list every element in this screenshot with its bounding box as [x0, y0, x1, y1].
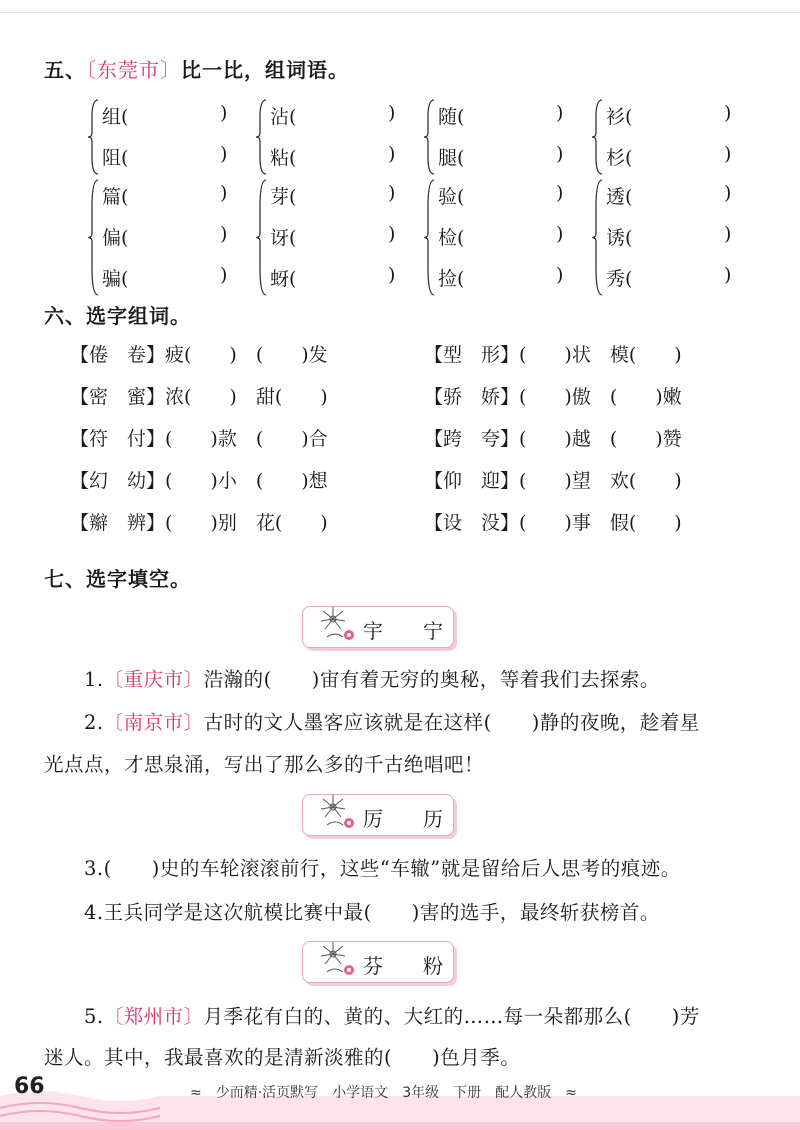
word-char: 验( [438, 186, 465, 208]
tag-text: 郑州市 [123, 1005, 184, 1028]
tag-text: 重庆市 [123, 668, 184, 691]
tag-open-bracket: 〔 [103, 1005, 124, 1028]
word-entry [270, 223, 396, 250]
question-4: 4.王兵同学是这次航模比赛中最( )害的选手，最终斩获榜首。 [84, 901, 660, 924]
tag-close-bracket: 〕 [160, 58, 181, 82]
q5-city-tag [104, 1005, 204, 1028]
tile-3-chars: 芬 粉 [363, 954, 443, 978]
close-paren: ) [724, 223, 732, 245]
footer-info [190, 1082, 591, 1102]
close-paren: ) [388, 182, 396, 204]
footer-series: 少而精·活页默写 [215, 1085, 319, 1101]
word-entry [102, 223, 228, 250]
section7-heading: 七、选字填空。 [44, 567, 191, 591]
curly-brace-icon [592, 176, 604, 299]
word-char: 透( [606, 186, 633, 208]
word-char: 阻( [102, 147, 129, 169]
curly-brace-icon [88, 96, 100, 178]
choose-word-right-3: 【跨 夸】( )越 ( )赞 [424, 428, 682, 450]
word-char: 杉( [606, 147, 633, 169]
choose-word-left-1: 【倦 卷】疲( ) ( )发 [70, 344, 328, 366]
section5-title: 比一比，组词语。 [181, 58, 349, 82]
q2-text: 古时的文人墨客应该就是在这样( )静的夜晚，趁着星 [203, 711, 700, 734]
q1-number: 1. [84, 668, 104, 691]
word-char: 蚜( [270, 268, 297, 290]
q1-text: 浩瀚的( )宙有着无穷的奥秘，等着我们去探索。 [203, 668, 660, 691]
tag-text: 东莞市 [97, 58, 160, 82]
tag-text: 南京市 [123, 711, 184, 734]
word-char: 秀( [606, 268, 633, 290]
close-paren: ) [220, 223, 228, 245]
q2-city-tag [104, 711, 204, 734]
word-entry [606, 223, 732, 250]
tag-close-bracket: 〕 [183, 711, 204, 734]
tag-open-bracket: 〔 [103, 711, 124, 734]
choose-word-left-3: 【符 付】( )款 ( )合 [70, 428, 328, 450]
flower-icon [307, 934, 367, 990]
word-char: 检( [438, 227, 465, 249]
word-entry [270, 182, 396, 209]
question-2-continued: 光点点，才思泉涌，写出了那么多的千古绝唱吧！ [44, 753, 485, 776]
word-entry [438, 223, 564, 250]
question-1 [84, 664, 660, 692]
close-paren: ) [388, 143, 396, 165]
section5-number: 五、 [44, 58, 86, 82]
word-char: 沾( [270, 106, 297, 128]
choose-word-right-1: 【型 形】( )状 模( ) [424, 344, 682, 366]
word-entry [438, 182, 564, 209]
word-entry [102, 143, 228, 170]
q1-city-tag [104, 668, 204, 691]
choice-tile-2 [302, 794, 454, 836]
word-entry [270, 264, 396, 291]
tile-1-chars: 宇 宁 [363, 619, 443, 643]
choose-word-right-2: 【骄 娇】( )傲 ( )嫩 [424, 386, 682, 408]
section5-heading [44, 54, 349, 83]
page-number: 66 [14, 1074, 45, 1099]
footer-grade: 3年级 [402, 1085, 440, 1101]
choose-word-left-2: 【密 蜜】浓( ) 甜( ) [70, 386, 328, 408]
question-2 [84, 707, 700, 735]
q5-number: 5. [84, 1005, 104, 1028]
word-entry [270, 143, 396, 170]
section6-heading: 六、选字组词。 [44, 304, 191, 328]
close-paren: ) [220, 264, 228, 286]
close-paren: ) [388, 264, 396, 286]
word-entry [102, 182, 228, 209]
word-char: 粘( [270, 147, 297, 169]
close-paren: ) [556, 182, 564, 204]
question-5-continued: 迷人。其中，我最喜欢的是清新淡雅的( )色月季。 [44, 1046, 521, 1069]
curly-brace-icon [256, 176, 268, 299]
choice-tile-1 [302, 606, 454, 648]
word-char: 讶( [270, 227, 297, 249]
footer-edition: 配人教版 [495, 1085, 552, 1101]
choose-word-left-4: 【幻 幼】( )小 ( )想 [70, 470, 328, 492]
flower-icon [307, 599, 367, 655]
word-char: 诱( [606, 227, 633, 249]
word-entry [270, 102, 396, 129]
curly-brace-icon [592, 96, 604, 178]
word-entry [606, 182, 732, 209]
word-char: 捡( [438, 268, 465, 290]
word-char: 衫( [606, 106, 633, 128]
word-char: 腿( [438, 147, 465, 169]
q2-number: 2. [84, 711, 104, 734]
word-entry [606, 143, 732, 170]
close-paren: ) [388, 223, 396, 245]
close-paren: ) [724, 102, 732, 124]
choose-word-right-5: 【设 没】( )事 假( ) [424, 512, 682, 534]
close-paren: ) [220, 182, 228, 204]
close-paren: ) [388, 102, 396, 124]
top-rule [0, 12, 800, 13]
word-entry [438, 143, 564, 170]
choice-tile-3 [302, 941, 454, 983]
word-entry [606, 264, 732, 291]
word-char: 骗( [102, 268, 129, 290]
tag-close-bracket: 〕 [183, 1005, 204, 1028]
word-char: 篇( [102, 186, 129, 208]
choose-word-right-4: 【仰 迎】( )望 欢( ) [424, 470, 682, 492]
word-char: 偏( [102, 227, 129, 249]
choose-word-left-5: 【辮 辨】( )别 花( ) [70, 512, 328, 534]
close-paren: ) [556, 143, 564, 165]
curly-brace-icon [256, 96, 268, 178]
close-paren: ) [556, 223, 564, 245]
question-5 [84, 1001, 700, 1029]
curly-brace-icon [88, 176, 100, 299]
close-paren: ) [724, 143, 732, 165]
footer-volume: 下册 [453, 1085, 482, 1101]
word-char: 随( [438, 106, 465, 128]
close-paren: ) [724, 182, 732, 204]
word-entry [102, 264, 228, 291]
tag-close-bracket: 〕 [183, 668, 204, 691]
word-char: 组( [102, 106, 129, 128]
curly-brace-icon [424, 96, 436, 178]
question-3: 3.( )史的车轮滚滚前行，这些“车辙”就是留给后人思考的痕迹。 [84, 857, 681, 880]
footer-wave-left: ≈ [190, 1085, 202, 1101]
close-paren: ) [724, 264, 732, 286]
tag-open-bracket: 〔 [103, 668, 124, 691]
word-entry [606, 102, 732, 129]
tag-open-bracket: 〔 [86, 58, 97, 82]
footer-subject: 小学语文 [332, 1085, 389, 1101]
curly-brace-icon [424, 176, 436, 299]
close-paren: ) [556, 102, 564, 124]
q5-text: 月季花有白的、黄的、大红的……每一朵都那么( )芳 [203, 1005, 700, 1028]
word-entry [102, 102, 228, 129]
close-paren: ) [220, 143, 228, 165]
footer-wave-right: ≈ [565, 1085, 577, 1101]
close-paren: ) [220, 102, 228, 124]
word-entry [438, 264, 564, 291]
word-entry [438, 102, 564, 129]
word-char: 芽( [270, 186, 297, 208]
flower-icon [307, 787, 367, 843]
close-paren: ) [556, 264, 564, 286]
section5-city-tag [86, 58, 181, 82]
tile-2-chars: 厉 历 [363, 807, 443, 831]
